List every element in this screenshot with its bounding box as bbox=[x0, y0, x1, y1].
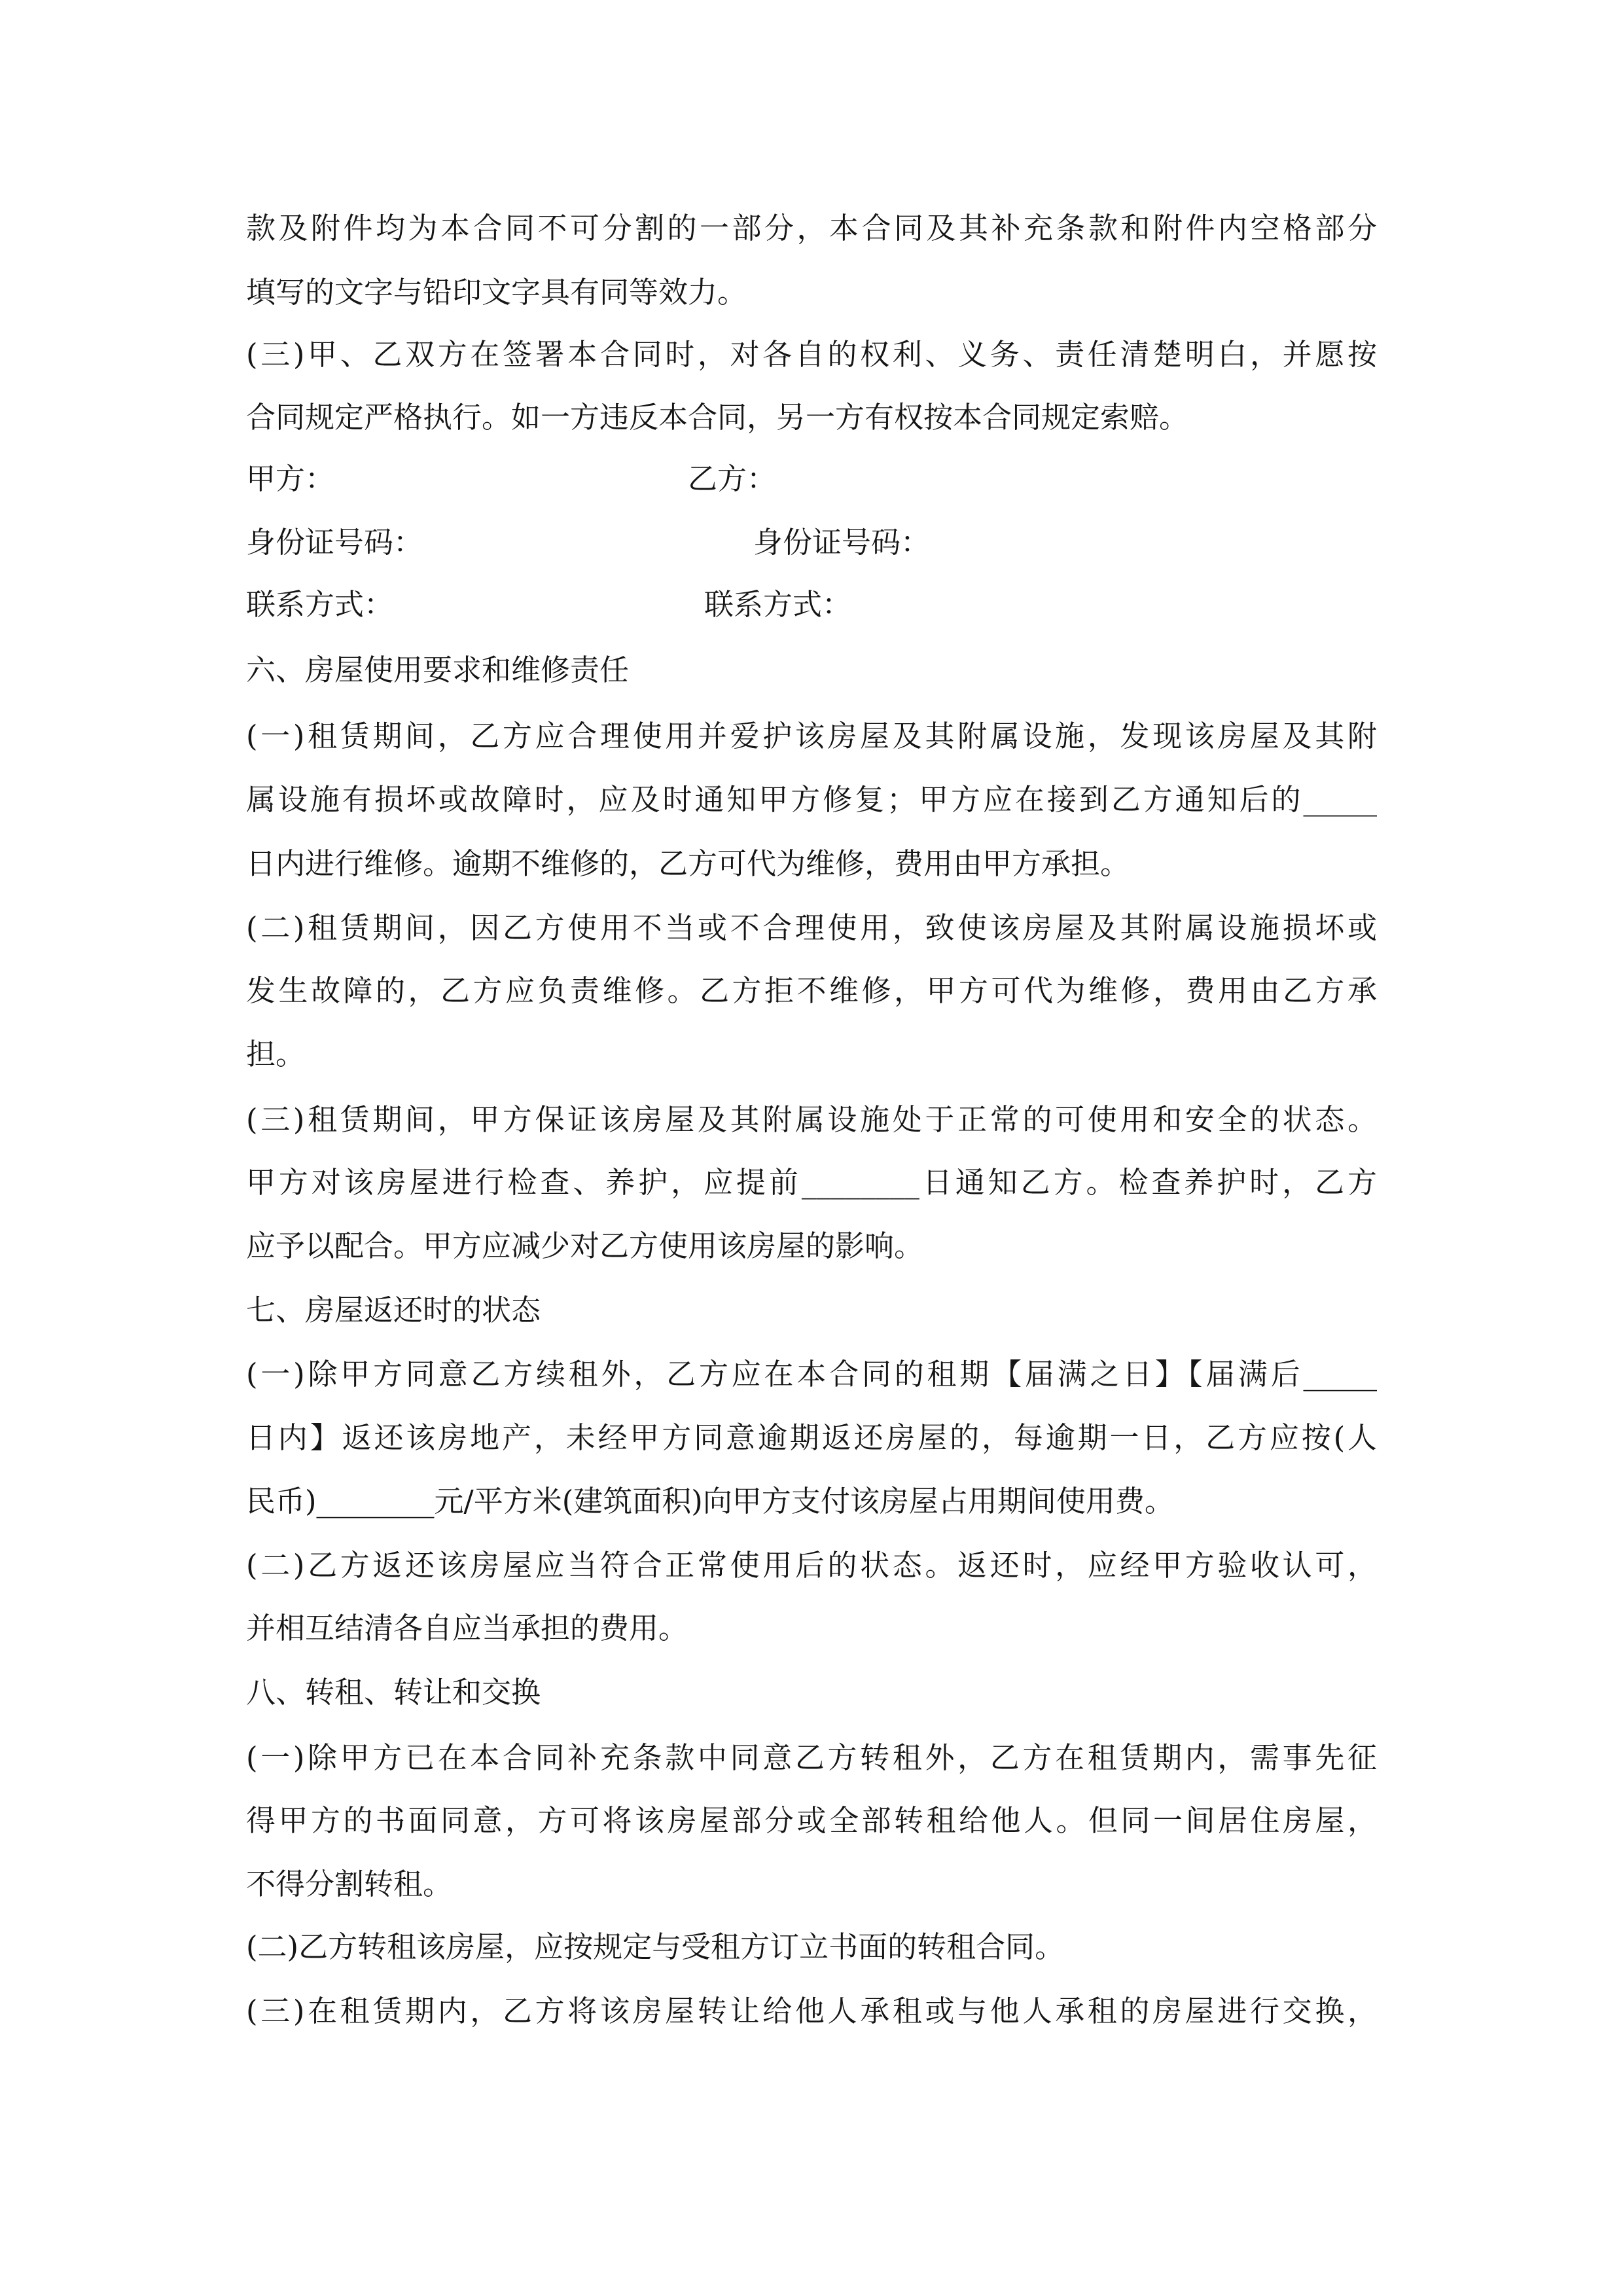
paragraph-line: 得甲方的书面同意，方可将该房屋部分或全部转租给他人。但同一间居住房屋， bbox=[246, 1803, 1377, 1838]
paragraph-line: 日内】返还该房地产，未经甲方同意逾期返还房屋的，每逾期一日，乙方应按(人 bbox=[246, 1420, 1377, 1455]
paragraph-line: 款及附件均为本合同不可分割的一部分，本合同及其补充条款和附件内空格部分 bbox=[246, 211, 1377, 245]
paragraph-line: 担。 bbox=[246, 1037, 306, 1071]
section-heading: 七、房屋返还时的状态 bbox=[246, 1293, 541, 1327]
paragraph-line: 不得分割转租。 bbox=[246, 1867, 453, 1901]
paragraph-line: 应予以配合。甲方应减少对乙方使用该房屋的影响。 bbox=[246, 1229, 924, 1263]
paragraph-line: (三)在租赁期内，乙方将该房屋转让给他人承租或与他人承租的房屋进行交换， bbox=[246, 1994, 1377, 2028]
paragraph-line: 发生故障的，乙方应负责维修。乙方拒不维修，甲方可代为维修，费用由乙方承 bbox=[246, 973, 1377, 1008]
paragraph-line: (二)乙方返还该房屋应当符合正常使用后的状态。返还时，应经甲方验收认可， bbox=[246, 1548, 1377, 1583]
paragraph-line: (一)除甲方已在本合同补充条款中同意乙方转租外，乙方在租赁期内，需事先征 bbox=[246, 1740, 1377, 1775]
party-b-id-label: 身份证号码： bbox=[753, 525, 931, 560]
paragraph-line: 填写的文字与铅印文字具有同等效力。 bbox=[246, 275, 747, 310]
section-heading: 八、转租、转让和交换 bbox=[246, 1675, 541, 1710]
party-b-contact-label: 联系方式： bbox=[704, 587, 852, 622]
party-a-label: 甲方： bbox=[246, 461, 335, 496]
paragraph-line: 民币)________元/平方米(建筑面积)向甲方支付该房屋占用期间使用费。 bbox=[246, 1484, 1174, 1518]
party-a-contact-label: 联系方式： bbox=[246, 587, 394, 622]
paragraph-line: 合同规定严格执行。如一方违反本合同，另一方有权按本合同规定索赔。 bbox=[246, 400, 1189, 435]
section-heading: 六、房屋使用要求和维修责任 bbox=[246, 653, 630, 687]
party-b-label: 乙方： bbox=[688, 461, 777, 496]
paragraph-line: (二)乙方转租该房屋，应按规定与受租方订立书面的转租合同。 bbox=[246, 1929, 1065, 1964]
paragraph-line: 日内进行维修。逾期不维修的，乙方可代为维修，费用由甲方承担。 bbox=[246, 846, 1130, 881]
paragraph-line: (二)租赁期间，因乙方使用不当或不合理使用，致使该房屋及其附属设施损坏或 bbox=[246, 910, 1377, 945]
paragraph-line: (三)甲、乙双方在签署本合同时，对各自的权利、义务、责任清楚明白，并愿按 bbox=[246, 337, 1377, 372]
party-a-id-label: 身份证号码： bbox=[246, 525, 423, 560]
paragraph-line: (三)租赁期间，甲方保证该房屋及其附属设施处于正常的可使用和安全的状态。 bbox=[246, 1102, 1377, 1137]
paragraph-line: (一)除甲方同意乙方续租外，乙方应在本合同的租期【届满之日】【届满后_____ bbox=[246, 1357, 1377, 1391]
paragraph-line: 属设施有损坏或故障时，应及时通知甲方修复；甲方应在接到乙方通知后的_____ bbox=[246, 782, 1377, 817]
paragraph-line: (一)租赁期间，乙方应合理使用并爱护该房屋及其附属设施，发现该房屋及其附 bbox=[246, 719, 1377, 753]
paragraph-line: 并相互结清各自应当承担的费用。 bbox=[246, 1611, 688, 1645]
paragraph-line: 甲方对该房屋进行检查、养护，应提前________日通知乙方。检查养护时，乙方 bbox=[246, 1165, 1377, 1200]
